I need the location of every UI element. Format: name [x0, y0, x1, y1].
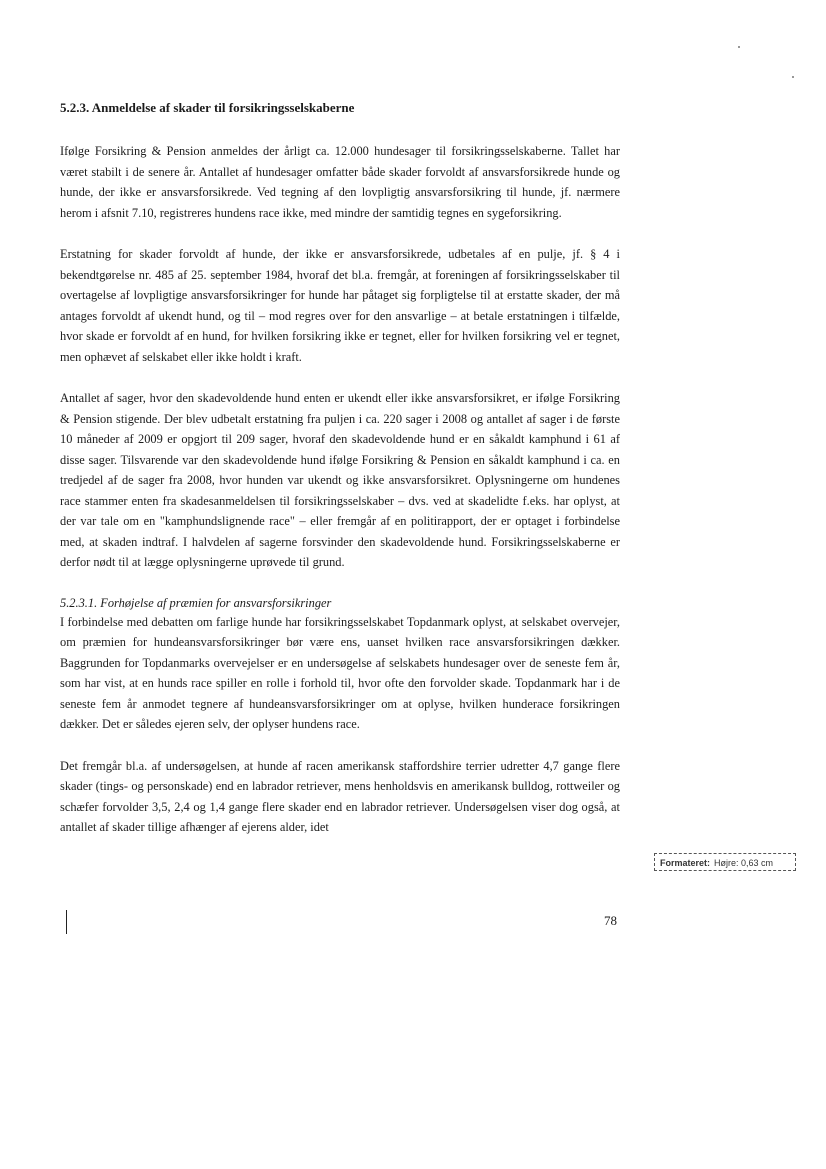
scan-speck [738, 46, 740, 48]
paragraph-3: Antallet af sager, hvor den skadevoldende hund enten er ukendt eller ikke ansvarsforsikret, er ifølge Forsikring & Pension stigende. Der blev udbetalt erstatning fra puljen i ca. 220 sager i 2008 og antallet af sager i de første 10 måneder af 2009 er opgjort til 209 sager, hvoraf den skadevoldende hund er en såkaldt kamphund i 61 af disse sager. Tilsvarende var den skadevoldende hund ifølge Forsikring & Pension en såkaldt kamphund i ca. en tredjedel af de sager fra 2008, hvor hunden var ukendt og ikke ansvarsforsikret. Oplysningerne om hundenes race stammer enten fra skadesanmeldelsen til forsikringsselskaber – dvs. ved at skadelidte f.eks. har oplyst, at der var tale om en "kamphundslignende race" – eller fremgår af en politirapport, der er optaget i forbindelse med, at skaden indtraf. I halvdelen af sagerne forsvinder den skadevoldende hund. Forsikringsselskaberne er derfor nødt til at lægge oplysningerne uprøvede til grund. [60, 391, 620, 569]
document-body [60, 99, 620, 859]
subsection-paragraph-1: I forbindelse med debatten om farlige hunde har forsikringsselskabet Topdanmark oplyst, at selskabet overvejer, om præmien for hundeansvarsforsikringer bør være ens, uanset hvilken race ansvarsforsikringen dækker. Baggrunden for Topdanmarks overvejelser er en undersøgelse af selskabets hundesager over de seneste fem år, som har vist, at en hunds race spiller en rolle i forhold til, hvor ofte den forvolder skade. Topdanmark har i de seneste fem år anmodet tegnere af hundeansvarsforsikringer om at oplyse, hvilken hunderace forsikringen dækker. Det er således ejeren selv, der oplyser hundens race. [60, 614, 620, 731]
scan-speck [792, 76, 794, 78]
format-comment-balloon[interactable] [654, 853, 796, 871]
page-number: 78 [604, 913, 617, 928]
paragraph-2: Erstatning for skader forvoldt af hunde, der ikke er ansvarsforsikrede, udbetales af en pulje, jf. § 4 i bekendtgørelse nr. 485 af 25. september 1984, hvoraf det bl.a. fremgår, at foreningen af forsikringsselskaber til overtagelse af lovpligtige ansvarsforsikringer for hunde har påtaget sig forpligtelse til at erstatte skader, der må antages forvoldt af ukendt hund, og til – mod regres over for den ansvarlige – at betale erstatningen i tilfælde, hvor skade er forvoldt af en hund, for hvilken forsikring ikke er tegnet, eller for hvilken forsikring vel er tegnet, men ophævet af selskabet eller ikke holdt i kraft. [60, 247, 620, 364]
section-heading: 5.2.3. Anmeldelse af skader til forsikringsselskaberne [60, 100, 355, 115]
paragraph-1: Ifølge Forsikring & Pension anmeldes der årligt ca. 12.000 hundesager til forsikringsselskaberne. Tallet har været stabilt i de senere år. Antallet af hundesager omfatter både skader forvoldt af ansvarsforsikrede hunde og hunde, der ikke er ansvarsforsikrede. Ved tegning af den lovpligtig ansvarsforsikring til hunde, jf. nærmere herom i afsnit 7.10, registreres hundens race ikke, med mindre der samtidig tegnes en sygeforsikring. [60, 144, 620, 220]
subsection-heading: 5.2.3.1. Forhøjelse af præmien for ansvarsforsikringer [60, 595, 332, 610]
change-bar-mark [66, 910, 67, 934]
subsection-paragraph-2: Det fremgår bl.a. af undersøgelsen, at hunde af racen amerikansk staffordshire terrier udretter 4,7 gange flere skader (tings- og personskade) end en labrador retriever, mens henholdsvis en amerikansk bulldog, rottweiler og schæfer forvolder 3,5, 2,4 og 1,4 gange flere skader end en labrador retriever. Undersøgelsen viser dog også, at antallet af skader tillige afhænger af ejerens alder, idet [60, 758, 620, 834]
format-comment-text: Højre: 0,63 cm [714, 858, 774, 868]
format-comment-label: Formateret: [660, 858, 711, 868]
